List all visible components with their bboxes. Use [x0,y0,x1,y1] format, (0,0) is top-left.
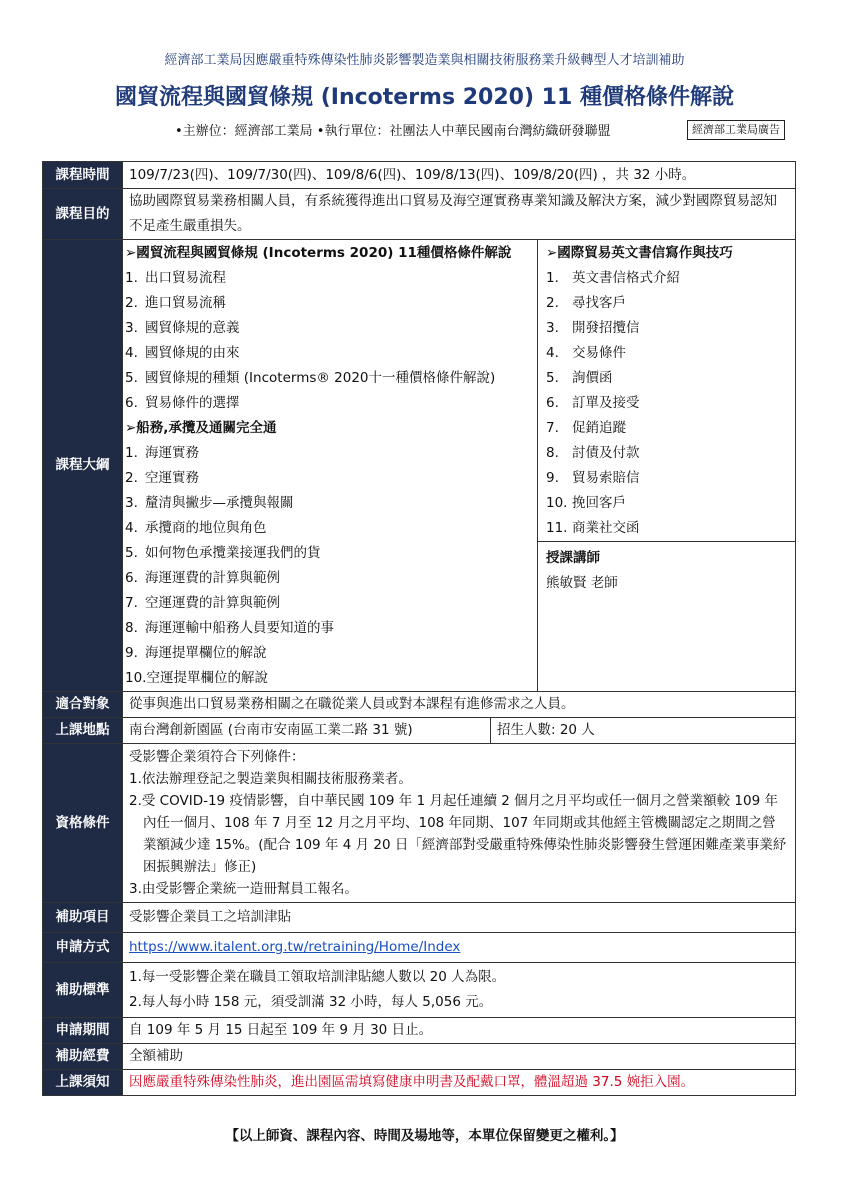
outline-item-number: 10. [546,495,568,511]
outline-item [125,316,531,341]
outline-item-text: 出口貿易流程 [145,270,226,286]
outline-item [125,291,531,316]
outline-item-number: 6. [125,570,138,586]
outline-cell [123,240,796,692]
outline-item-number: 1. [546,270,559,286]
label-qualification: 資格條件 [43,744,123,903]
row-apply-method [43,933,796,963]
row-time [43,162,796,189]
label-location: 上課地點 [43,718,123,744]
outline-item-number: 7. [546,420,559,436]
outline-item-number: 5. [546,370,559,386]
footer-disclaimer: 【以上師資、課程內容、時間及場地等，本單位保留變更之權利。】 [225,1128,624,1144]
outline-section-title: ➢船務,承攬及通關完全通 [125,420,277,436]
outline-item [125,591,531,616]
outline-item-text: 國貿條規的意義 [145,320,240,336]
outline-item-text: 貿易索賠信 [572,470,640,486]
outline-item-text: 討債及付款 [572,445,640,461]
audience-value: 從事與進出口貿易業務相關之在職從業人員或對本課程有進修需求之人員。 [123,692,796,718]
fee-value: 全額補助 [123,1044,796,1070]
outline-item-number: 10. [125,670,147,686]
row-outline [43,240,796,692]
outline-item-number: 1. [125,445,138,461]
organizer-line: •主辦位：經濟部工業局 •執行單位：社團法人中華民國南台灣紡織研發聯盟 [175,124,611,139]
outline-item-number: 8. [546,445,559,461]
label-subsidy-standard: 補助標準 [43,963,123,1018]
outline-item [546,341,787,366]
outline-item-number: 2. [125,295,138,311]
outline-item-number: 4. [125,520,138,536]
outline-item [546,491,787,516]
outline-item-text: 海運運費的計算與範例 [145,570,280,586]
outline-item [125,391,531,416]
label-outline: 課程大綱 [43,240,123,692]
outline-item-text: 釐清與撇步—承攬與報關 [145,495,294,511]
qualification-intro: 受影響企業須符合下列條件： [129,749,305,765]
subsidy-standard-cell [123,963,796,1018]
outline-item [546,266,787,291]
label-purpose: 課程目的 [43,189,123,240]
teacher-title: 授課講師 [546,550,600,566]
label-subsidy-item: 補助項目 [43,903,123,933]
outline-item-text: 海運提單欄位的解說 [145,645,267,661]
outline-item [546,416,787,441]
row-fee [43,1044,796,1070]
outline-item [125,366,531,391]
outline-section-title: ➢國際貿易英文書信寫作與技巧 [546,245,733,261]
notice-value: 因應嚴重特殊傳染性肺炎，進出園區需填寫健康申明書及配戴口罩，體溫超過 37.5 婉拒入園。 [123,1070,796,1096]
outline-item-text: 商業社交函 [572,520,640,536]
outline-item [125,566,531,591]
outline-item-number: 1. [125,270,138,286]
teacher-section [538,541,795,596]
apply-method-cell [123,933,796,963]
outline-item-number: 5. [125,545,138,561]
subsidy-item-value: 受影響企業員工之培訓津貼 [123,903,796,933]
outline-item [546,391,787,416]
outline-item-text: 挽回客戶 [572,495,626,511]
outline-item [125,616,531,641]
outline-item-text: 空運實務 [145,470,199,486]
course-purpose: 協助國際貿易業務相關人員，有系統獲得進出口貿易及海空運實務專業知識及解決方案，減少對國際貿易認知不足產生嚴重損失。 [123,189,796,240]
outline-item-number: 2. [546,295,559,311]
qualification-cell [123,744,796,903]
label-apply-period: 申請期間 [43,1018,123,1044]
outline-item-text: 促銷追蹤 [572,420,626,436]
outline-item-text: 國貿條規的種類 (Incoterms® 2020十一種價格條件解說) [145,370,496,386]
qualification-item: 2.受 COVID-19 疫情影響，自中華民國 109 年 1 月起任連續 2 個月之月平均或任一個月之營業額較 109 年內任一個月、108 年 7 月至 12 月之月平均、108 年同期、107 年同期或其他經主管機關認定之期間之營業額減少達 15%。(配合 109 年 4 月 20 日「經濟部對受嚴重特殊傳染性肺炎影響發生營運困難產業事業紓困振興辦法」修正) [129,793,787,875]
outline-item-number: 3. [125,320,138,336]
row-notice [43,1070,796,1096]
label-time: 課程時間 [43,162,123,189]
outline-item-number: 9. [546,470,559,486]
outline-item [125,516,531,541]
outline-item-text: 空運運費的計算與範例 [145,595,280,611]
outline-item-text: 尋找客戶 [572,295,626,311]
outline-item-number: 8. [125,620,138,636]
apply-period-value: 自 109 年 5 月 15 日起至 109 年 9 月 30 日止。 [123,1018,796,1044]
outline-item-number: 6. [125,395,138,411]
row-apply-period [43,1018,796,1044]
teacher-name: 熊敏賢 老師 [546,575,618,591]
label-audience: 適合對象 [43,692,123,718]
row-subsidy-standard [43,963,796,1018]
outline-item [125,466,531,491]
outline-item-number: 5. [125,370,138,386]
outline-item-number: 4. [546,345,559,361]
outline-item [125,266,531,291]
outline-item [546,366,787,391]
course-info-table [42,161,796,1096]
outline-item-text: 開發招攬信 [572,320,640,336]
outline-item-text: 進口貿易流稱 [145,295,226,311]
outline-item [125,641,531,666]
outline-item-number: 3. [125,495,138,511]
outline-item-number: 7. [125,595,138,611]
row-audience [43,692,796,718]
outline-item-number: 2. [125,470,138,486]
outline-item [546,466,787,491]
label-notice: 上課須知 [43,1070,123,1096]
row-location [43,718,796,744]
label-apply-method: 申請方式 [43,933,123,963]
outline-item-text: 訂單及接受 [572,395,640,411]
outline-item [546,316,787,341]
outline-item-text: 海運實務 [145,445,199,461]
qualification-item: 1.依法辦理登記之製造業與相關技術服務業者。 [129,771,412,787]
outline-left-column [123,240,538,691]
english-letter-section [538,240,795,541]
enroll-count: 招生人數: 20 人 [491,718,796,744]
outline-item-number: 3. [546,320,559,336]
outline-item-number: 6. [546,395,559,411]
row-qualification [43,744,796,903]
ad-label-box: 經濟部工業局廣告 [687,120,785,140]
outline-item-text: 空運提單欄位的解說 [146,670,268,686]
outline-item-text: 國貿條規的由來 [145,345,240,361]
course-time: 109/7/23(四)、109/7/30(四)、109/8/6(四)、109/8/13(四)、109/8/20(四) ，共 32 小時。 [123,162,796,189]
outline-item [125,491,531,516]
outline-columns [123,240,795,691]
row-purpose [43,189,796,240]
outline-item-text: 貿易條件的選擇 [145,395,240,411]
outline-item-number: 4. [125,345,138,361]
subsidy-standard-item: 1.每一受影響企業在職員工領取培訓津貼總人數以 20 人為限。 [129,969,506,985]
subsidy-standard-item: 2.每人每小時 158 元，須受訓滿 32 小時，每人 5,056 元。 [129,994,493,1010]
outline-item [125,441,531,466]
outline-right-column [538,240,795,691]
outline-item-text: 海運運輸中船務人員要知道的事 [145,620,334,636]
label-fee: 補助經費 [43,1044,123,1070]
outline-item-number: 9. [125,645,138,661]
outline-item-text: 英文書信格式介紹 [572,270,680,286]
outline-item-number: 11. [546,520,568,536]
location-value: 南台灣創新園區 (台南市安南區工業二路 31 號) [123,718,491,744]
outline-item-text: 承攬商的地位與角色 [145,520,267,536]
qualification-item: 3.由受影響企業統一造冊幫員工報名。 [129,881,358,897]
outline-item-text: 如何物色承攬業接運我們的貨 [145,545,321,561]
outline-item [546,516,787,541]
header-subtitle: 經濟部工業局因應嚴重特殊傳染性肺炎影響製造業與相關技術服務業升級轉型人才培訓補助 [164,53,685,68]
outline-item-text: 交易條件 [572,345,626,361]
outline-item-text: 詢價函 [572,370,613,386]
row-subsidy-item [43,903,796,933]
page-title: 國貿流程與國貿條規 (Incoterms 2020) 11 種價格條件解說 [115,85,734,110]
outline-item [125,666,531,691]
outline-item [125,341,531,366]
outline-item [125,541,531,566]
apply-link[interactable]: https://www.italent.org.tw/retraining/Home/Index [129,939,461,955]
outline-section-title: ➢國貿流程與國貿條規 (Incoterms 2020) 11種價格條件解說 [125,245,512,261]
outline-item [546,441,787,466]
outline-item [546,291,787,316]
